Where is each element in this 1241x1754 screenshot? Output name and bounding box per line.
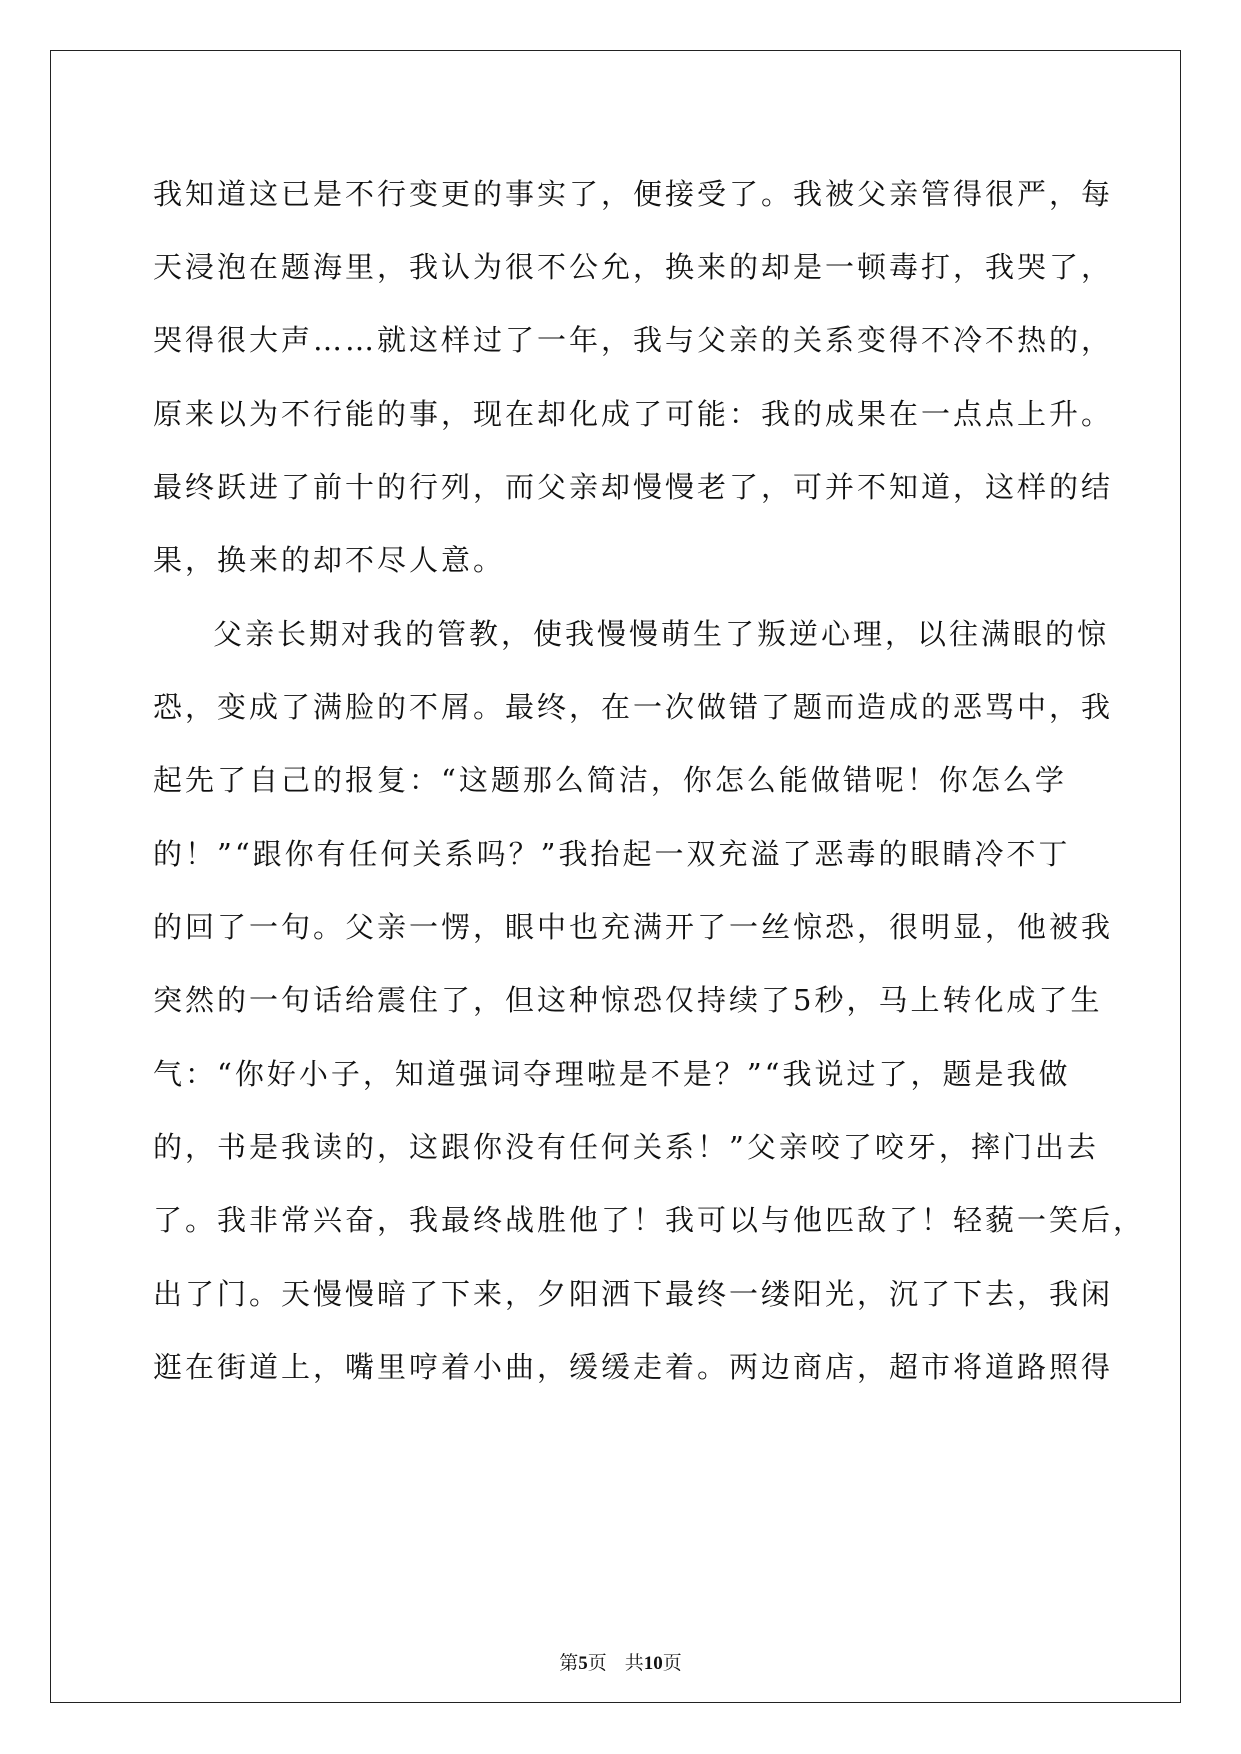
text-line: 逛在街道上，嘴里哼着小曲，缓缓走着。两边商店，超市将道路照得	[153, 1350, 1114, 1384]
page-number: 5	[578, 1653, 588, 1674]
text-line: 天浸泡在题海里，我认为很不公允，换来的却是一顿毒打，我哭了，	[153, 250, 1114, 284]
text-line: 原来以为不行能的事，现在却化成了可能：我的成果在一点点上升。	[153, 397, 1114, 431]
text-line: 父亲长期对我的管教，使我慢慢萌生了叛逆心理，以往满眼的惊	[213, 617, 1110, 651]
text-line: 出了门。天慢慢暗了下来，夕阳洒下最终一缕阳光，沉了下去，我闲	[153, 1277, 1114, 1311]
text-line: 果，换来的却不尽人意。	[153, 543, 506, 577]
total-suffix: 页	[662, 1653, 682, 1674]
page-prefix: 第	[559, 1653, 579, 1674]
total-pages: 10	[643, 1653, 663, 1674]
text-line: 最终跃进了前十的行列，而父亲却慢慢老了，可并不知道，这样的结	[153, 470, 1114, 504]
text-line: 了。我非常兴奋，我最终战胜他了！我可以与他匹敌了！轻藐一笑后，	[153, 1203, 1146, 1237]
text-line: 起先了自己的报复：“这题那么简洁，你怎么能做错呢！你怎么学	[153, 763, 1067, 797]
page-footer	[0, 1648, 1241, 1675]
text-line: 气：“你好小子，知道强词夺理啦是不是？”“我说过了，题是我做	[153, 1057, 1071, 1091]
page-border	[50, 50, 1181, 1703]
page-suffix: 页	[587, 1653, 607, 1674]
text-line: 突然的一句话给震住了，但这种惊恐仅持续了5秒，马上转化成了生	[153, 983, 1103, 1017]
text-line: 的，书是我读的，这跟你没有任何关系！”父亲咬了咬牙，摔门出去	[153, 1130, 1099, 1164]
text-line: 的！”“跟你有任何关系吗？”我抬起一双充溢了恶毒的眼睛冷不丁	[153, 837, 1071, 871]
text-line: 我知道这已是不行变更的事实了，便接受了。我被父亲管得很严，每	[153, 177, 1114, 211]
text-line: 哭得很大声……就这样过了一年，我与父亲的关系变得不冷不热的，	[153, 323, 1114, 357]
text-line: 的回了一句。父亲一愣，眼中也充满开了一丝惊恐，很明显，他被我	[153, 910, 1114, 944]
total-prefix: 共	[624, 1653, 644, 1674]
text-line: 恐，变成了满脸的不屑。最终，在一次做错了题而造成的恶骂中，我	[153, 690, 1114, 724]
